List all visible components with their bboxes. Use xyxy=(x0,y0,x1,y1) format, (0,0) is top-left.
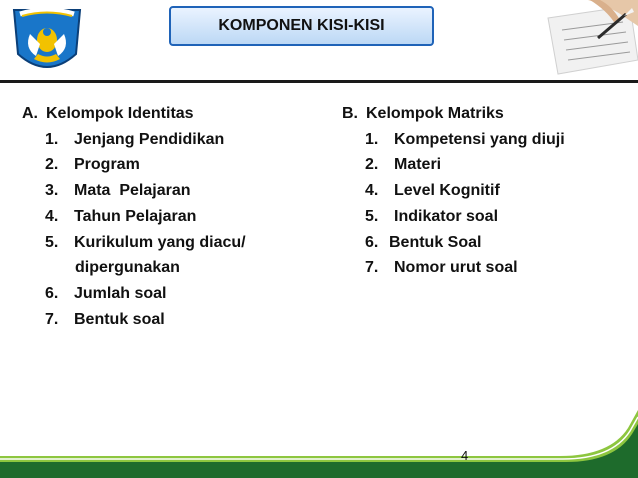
item-text: Bentuk Soal xyxy=(389,233,482,251)
slide-title: KOMPONEN KISI-KISI xyxy=(169,6,434,46)
item-number: 4. xyxy=(45,207,59,225)
footer-wave xyxy=(0,400,638,478)
section-marker: A. xyxy=(22,105,38,122)
item-number: 1. xyxy=(45,130,59,148)
item-text: Level Kognitif xyxy=(394,182,500,200)
list-item xyxy=(342,127,632,153)
list-item xyxy=(342,178,632,204)
item-number: 4. xyxy=(365,182,379,200)
page-number: 4 xyxy=(461,448,469,463)
item-number: 5. xyxy=(365,207,379,225)
list-item-continuation xyxy=(22,255,322,281)
item-number: 3. xyxy=(45,182,59,200)
list-item xyxy=(342,230,632,256)
hand-writing-photo xyxy=(528,0,638,80)
header-divider xyxy=(0,80,638,83)
item-text: Materi xyxy=(394,156,442,174)
item-text: Jenjang Pendidikan xyxy=(74,130,225,148)
item-text: dipergunakan xyxy=(75,259,180,277)
item-text: Kurikulum yang diacu/ xyxy=(74,233,246,251)
list-item xyxy=(342,204,632,230)
section-heading-text: Kelompok Matriks xyxy=(366,105,504,122)
item-number: 6. xyxy=(365,233,379,251)
item-text: Nomor urut soal xyxy=(394,259,518,277)
list-item xyxy=(22,230,322,256)
item-number: 6. xyxy=(45,284,59,302)
item-number: 2. xyxy=(365,156,379,174)
item-number: 1. xyxy=(365,130,379,148)
list-item xyxy=(22,281,322,307)
list-item xyxy=(22,127,322,153)
list-item xyxy=(22,307,322,333)
item-text: Kompetensi yang diuji xyxy=(394,130,565,148)
list-item xyxy=(342,152,632,178)
matrix-group xyxy=(342,101,632,281)
section-heading-text: Kelompok Identitas xyxy=(46,105,194,122)
item-number: 7. xyxy=(45,310,59,328)
item-text: Program xyxy=(74,156,140,174)
list-item xyxy=(22,152,322,178)
list-item xyxy=(22,204,322,230)
section-heading-b xyxy=(342,101,632,127)
section-marker: B. xyxy=(342,105,358,122)
list-item xyxy=(22,178,322,204)
item-text: Mata Pelajaran xyxy=(74,182,191,200)
item-number: 2. xyxy=(45,156,59,174)
item-text: Jumlah soal xyxy=(74,284,167,302)
identity-group xyxy=(22,101,322,332)
item-text: Bentuk soal xyxy=(74,310,165,328)
tut-wuri-handayani-logo-icon xyxy=(6,4,88,78)
item-number: 5. xyxy=(45,233,59,251)
item-text: Tahun Pelajaran xyxy=(74,207,197,225)
item-number: 7. xyxy=(365,259,379,277)
list-item xyxy=(342,255,632,281)
section-heading-a xyxy=(22,101,322,127)
item-text: Indikator soal xyxy=(394,207,499,225)
